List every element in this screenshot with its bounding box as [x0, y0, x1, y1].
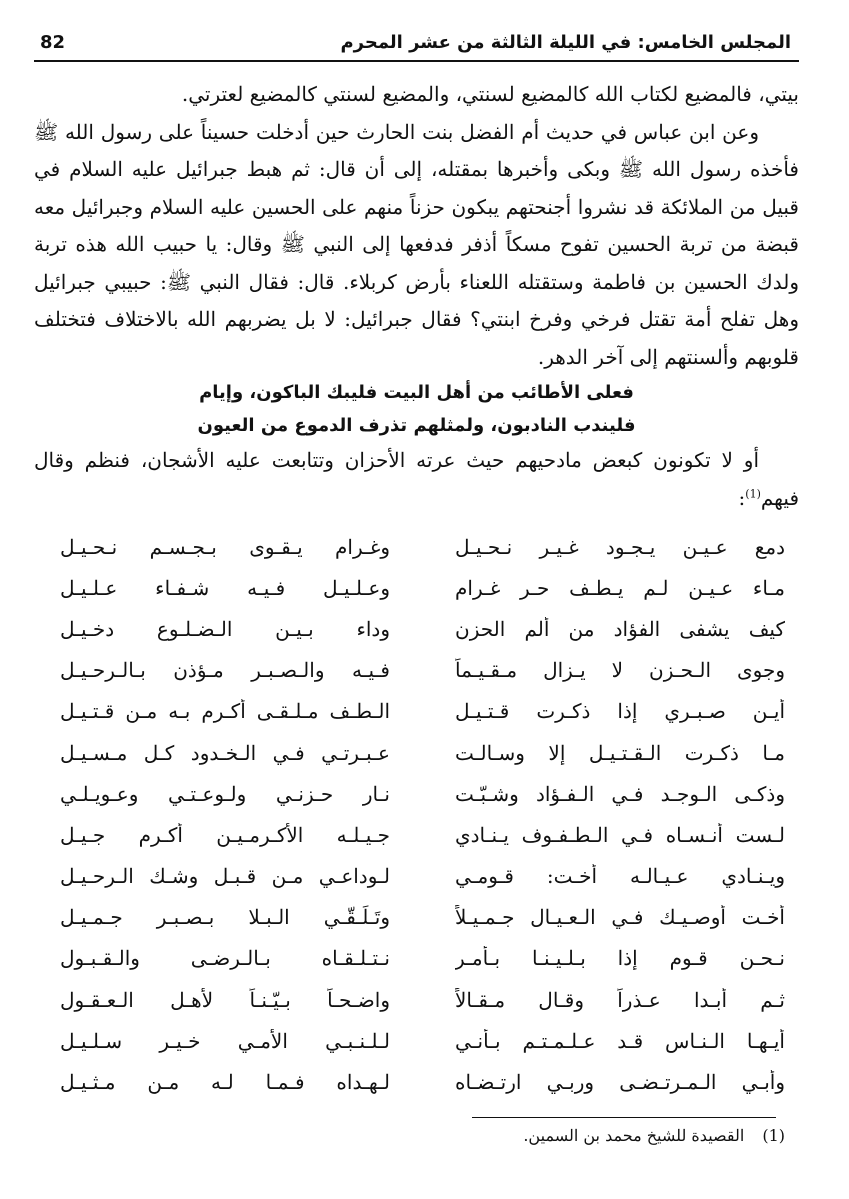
first-hemistich: مـاء عـيـن لـم يـطـف حـر غـرام — [455, 575, 785, 600]
second-hemistich: لـوداعـي مـن قـبـل وشـك الـرحـيـل — [60, 864, 390, 889]
first-hemistich: أخـت أوصـيـك فـي الـعـيـال جـمـيـلاً — [455, 905, 785, 930]
second-hemistich: وتَـلَـقّـي الـبـلا بـصـبـر جـمـيـل — [60, 905, 390, 930]
poem-row — [60, 1061, 785, 1102]
second-hemistich: لـلـنـبـي الأمـي خـيـر سـلـيـل — [60, 1028, 390, 1053]
second-hemistich: جـيـلـه الأكـرمـيـن أكـرم جـيـل — [60, 822, 390, 847]
second-hemistich: فـيـه والـصـبـر مـؤذن بـالـرحـيـل — [60, 658, 390, 683]
poem-row — [60, 938, 785, 979]
poem-row — [60, 732, 785, 773]
second-hemistich: نـار حـزنـي ولـوعـتـي وعـويـلـي — [60, 781, 390, 806]
footnote-mark: (1) — [762, 1126, 785, 1145]
running-header — [34, 28, 799, 62]
poem-row — [60, 567, 785, 608]
verse-line: فعلى الأطائب من أهل البيت فليبك الباكون، وإيام — [199, 382, 634, 403]
first-hemistich: نـحـن قـوم إذا بـلـيـنـا بـأمـر — [455, 946, 785, 971]
poem-row — [60, 526, 785, 567]
first-hemistich: أيـهـا الـنـاس قـد عـلـمـتـم بـأنـي — [455, 1028, 785, 1053]
poem-row — [60, 856, 785, 897]
poem-intro-colon: : — [738, 485, 746, 510]
verse-line: فليندب النادبون، ولمثلهم تذرف الدموع من العيون — [197, 415, 636, 436]
first-hemistich: ويـنـادي عـيـالـه أخـت: قـومـي — [455, 864, 785, 889]
second-hemistich: عـبـرتـي فـي الـخـدود كـل مـسـيـل — [60, 740, 390, 765]
second-hemistich: وداء بـيـن الـضـلـوع دخـيـل — [60, 616, 390, 641]
chapter-title: المجلس الخامس: في الليلة الثالثة من عشر المحرم — [340, 32, 791, 53]
second-hemistich: نـتـلـقـاه بـالـرضـى والـقـبـول — [60, 946, 390, 971]
second-hemistich: الـطـف مـلـقـى أكـرم بـه مـن قـتـيـل — [60, 699, 390, 724]
page-number: 82 — [40, 32, 66, 53]
first-hemistich: أيـن صـبـري إذا ذكـرت قـتـيـل — [455, 699, 785, 724]
footnote-text: القصيدة للشيخ محمد بن السمين. — [523, 1126, 745, 1145]
first-hemistich: ثـم أبـدا عـذراً وقـال مـقـالاً — [455, 987, 785, 1012]
first-hemistich: وجوى الـحـزن لا يـزال مـقـيـماً — [455, 658, 785, 683]
first-hemistich: وذكـى الـوجـد فـي الـفـؤاد وشـبّـت — [455, 781, 785, 806]
poem — [60, 526, 785, 1103]
poem-row — [60, 608, 785, 649]
poem-row — [60, 897, 785, 938]
poem-row — [60, 691, 785, 732]
footnote — [523, 1126, 785, 1145]
second-hemistich: وعـلـيـل فـيـه شـفـاء عـلـيـل — [60, 575, 390, 600]
first-hemistich: دمع عـيـن يـجـود غـيـر نـحـيـل — [455, 534, 785, 559]
paragraph: وعن ابن عباس في حديث أم الفضل بنت الحارث حين أدخلت حسيناً على رسول الله ﷺ فأخذه رسول الله ﷺ وبكى وأخبرها بمقتله، إلى أن قال: ثم هبط جبرائيل عليه السلام في قبيل من الملائكة قد نشروا أجنحتهم يبكون حزناً منهم على الحسين عليه السلام وجبرائيل معه قبضة من تربة الحسين تفوح مسكاً أذفر فدفعها إلى النبي ﷺ وقال: يا حبيب الله هذه تربة ولدك الحسين بن فاطمة وستقتله اللعناء بأرض كربلاء. قال: فقال النبي ﷺ: حبيبي جبرائيل وهل تفلح أمة تقتل فرخي وفرخ ابنتي؟ فقال جبرائيل: لا بل يضربهم الله بالاختلاف فتختلف قلوبهم وألسنتهم إلى آخر الدهر. — [34, 119, 799, 369]
first-hemistich: مـا ذكـرت الـقـتـيـل إلا وسـالـت — [455, 740, 785, 765]
second-hemistich: واضـحـاً بـيّـنـاً لأهـل الـعـقـول — [60, 987, 390, 1012]
poem-intro-text: أو لا تكونون كبعض مادحيهم حيث عرته الأحزان وتتابعت عليه الأشجان، فنظم وقال فيهم — [34, 448, 799, 510]
poem-intro — [34, 442, 799, 517]
footnote-divider — [472, 1117, 776, 1118]
poem-row — [60, 979, 785, 1020]
paragraph: بيتي، فالمضيع لكتاب الله كالمضيع لسنتي، والمضيع لسنتي كالمضيع لعترتي. — [181, 82, 799, 106]
footnote-reference[interactable]: (1) — [745, 486, 761, 500]
second-hemistich: لـهـداه فـمـا لـه مـن مـثـيـل — [60, 1070, 390, 1095]
first-hemistich: لـست أنـسـاه فـي الـطـفـوف يـنـادي — [455, 822, 785, 847]
poem-row — [60, 814, 785, 855]
poem-row — [60, 650, 785, 691]
second-hemistich: وغـرام يـقـوى بـجـسـم نـحـيـل — [60, 534, 390, 559]
poem-row — [60, 1020, 785, 1061]
first-hemistich: وأبـي الـمـرتـضـى وربـي ارتـضـاه — [455, 1070, 785, 1095]
body-text — [34, 76, 799, 517]
poem-row — [60, 773, 785, 814]
first-hemistich: كيف يشفى الفؤاد من ألم الحزن — [455, 616, 785, 641]
